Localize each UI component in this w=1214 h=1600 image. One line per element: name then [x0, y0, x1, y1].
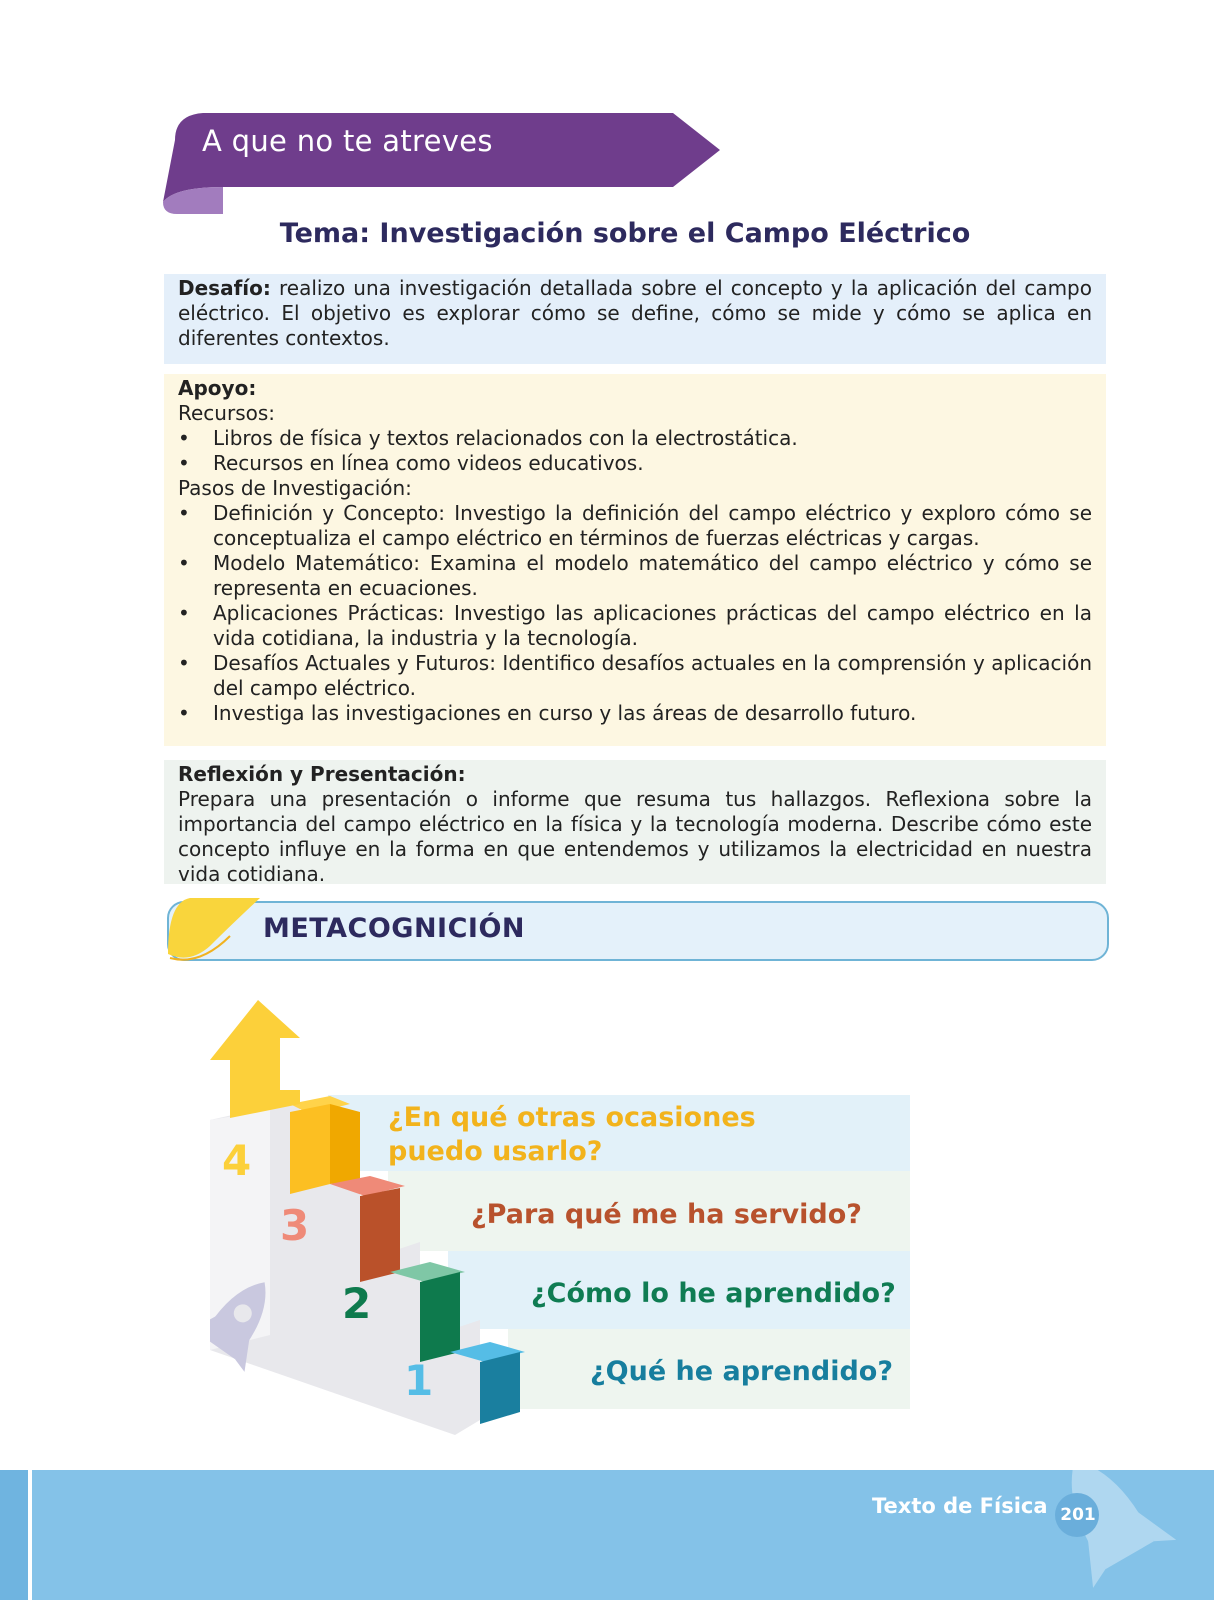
reflexion-text: Prepara una presentación o informe que resuma tus hallazgos. Reflexiona sobre la importancia del campo eléctrico en la física y la tecnología moderna. Describe cómo este concepto influye en la forma en que entendemos y utilizamos la electricidad en nuestra vida cotidiana.: [178, 787, 1092, 886]
page-footer: [0, 1470, 1214, 1600]
list-item: • Desafíos Actuales y Futuros: Identifico desafíos actuales en la comprensión y aplicación del campo eléctrico.: [178, 651, 1092, 701]
apoyo-box: [164, 374, 1106, 746]
step-1-riser: [480, 1352, 520, 1424]
question-step-4: ¿En qué otras ocasiones puedo usarlo?: [388, 1102, 756, 1167]
reflexion-label: Reflexión y Presentación:: [178, 762, 466, 786]
list-item: • Aplicaciones Prácticas: Investigo las aplicaciones prácticas del campo eléctrico en la vida cotidiana, la industria y la tecnología.: [178, 601, 1092, 651]
pasos-label: Pasos de Investigación:: [178, 476, 412, 500]
topic-heading: Tema: Investigación sobre el Campo Eléctrico: [279, 218, 971, 249]
recursos-label: Recursos:: [178, 401, 276, 425]
list-item: • Recursos en línea como videos educativos.: [178, 451, 1092, 476]
step-2-riser: [420, 1272, 460, 1362]
list-item: • Investiga las investigaciones en curso y las áreas de desarrollo futuro.: [178, 701, 1092, 726]
footer-label: Texto de Física: [872, 1494, 1048, 1518]
section-title: A que no te atreves: [202, 124, 493, 158]
step-number: 3: [280, 1201, 310, 1250]
step-number: 1: [404, 1356, 434, 1405]
recursos-list: [178, 426, 1092, 476]
pasos-list: [178, 501, 1092, 726]
desafio-label: Desafío:: [178, 276, 271, 300]
step-4-riser: [290, 1104, 330, 1194]
step-number: 4: [222, 1136, 252, 1185]
page-number: 201: [1060, 1505, 1096, 1525]
reflexion-box: [164, 760, 1106, 884]
list-item: • Modelo Matemático: Examina el modelo matemático del campo eléctrico y cómo se representa en ecuaciones.: [178, 551, 1092, 601]
arrow-up-icon: [210, 1000, 300, 1118]
question-step-3: ¿Para qué me ha servido?: [471, 1199, 862, 1230]
apoyo-label: Apoyo:: [178, 376, 257, 400]
metacognicion-title: METACOGNICIÓN: [263, 913, 526, 944]
step-number: 2: [342, 1279, 372, 1328]
question-step-1: ¿Qué he aprendido?: [590, 1356, 893, 1387]
list-item: • Libros de física y textos relacionados con la electrostática.: [178, 426, 1092, 451]
desafio-box: [164, 274, 1106, 364]
step-3-riser: [360, 1188, 400, 1282]
question-step-2: ¿Cómo lo he aprendido?: [531, 1278, 896, 1309]
list-item: • Definición y Concepto: Investigo la definición del campo eléctrico y exploro cómo se conceptualiza el campo eléctrico en términos de fuerzas eléctricas y cargas.: [178, 501, 1092, 551]
desafio-text: realizo una investigación detallada sobre el concepto y la aplicación del campo eléctrico. El objetivo es explorar cómo se define, cómo se mide y cómo se aplica en diferentes contextos.: [178, 276, 1092, 350]
